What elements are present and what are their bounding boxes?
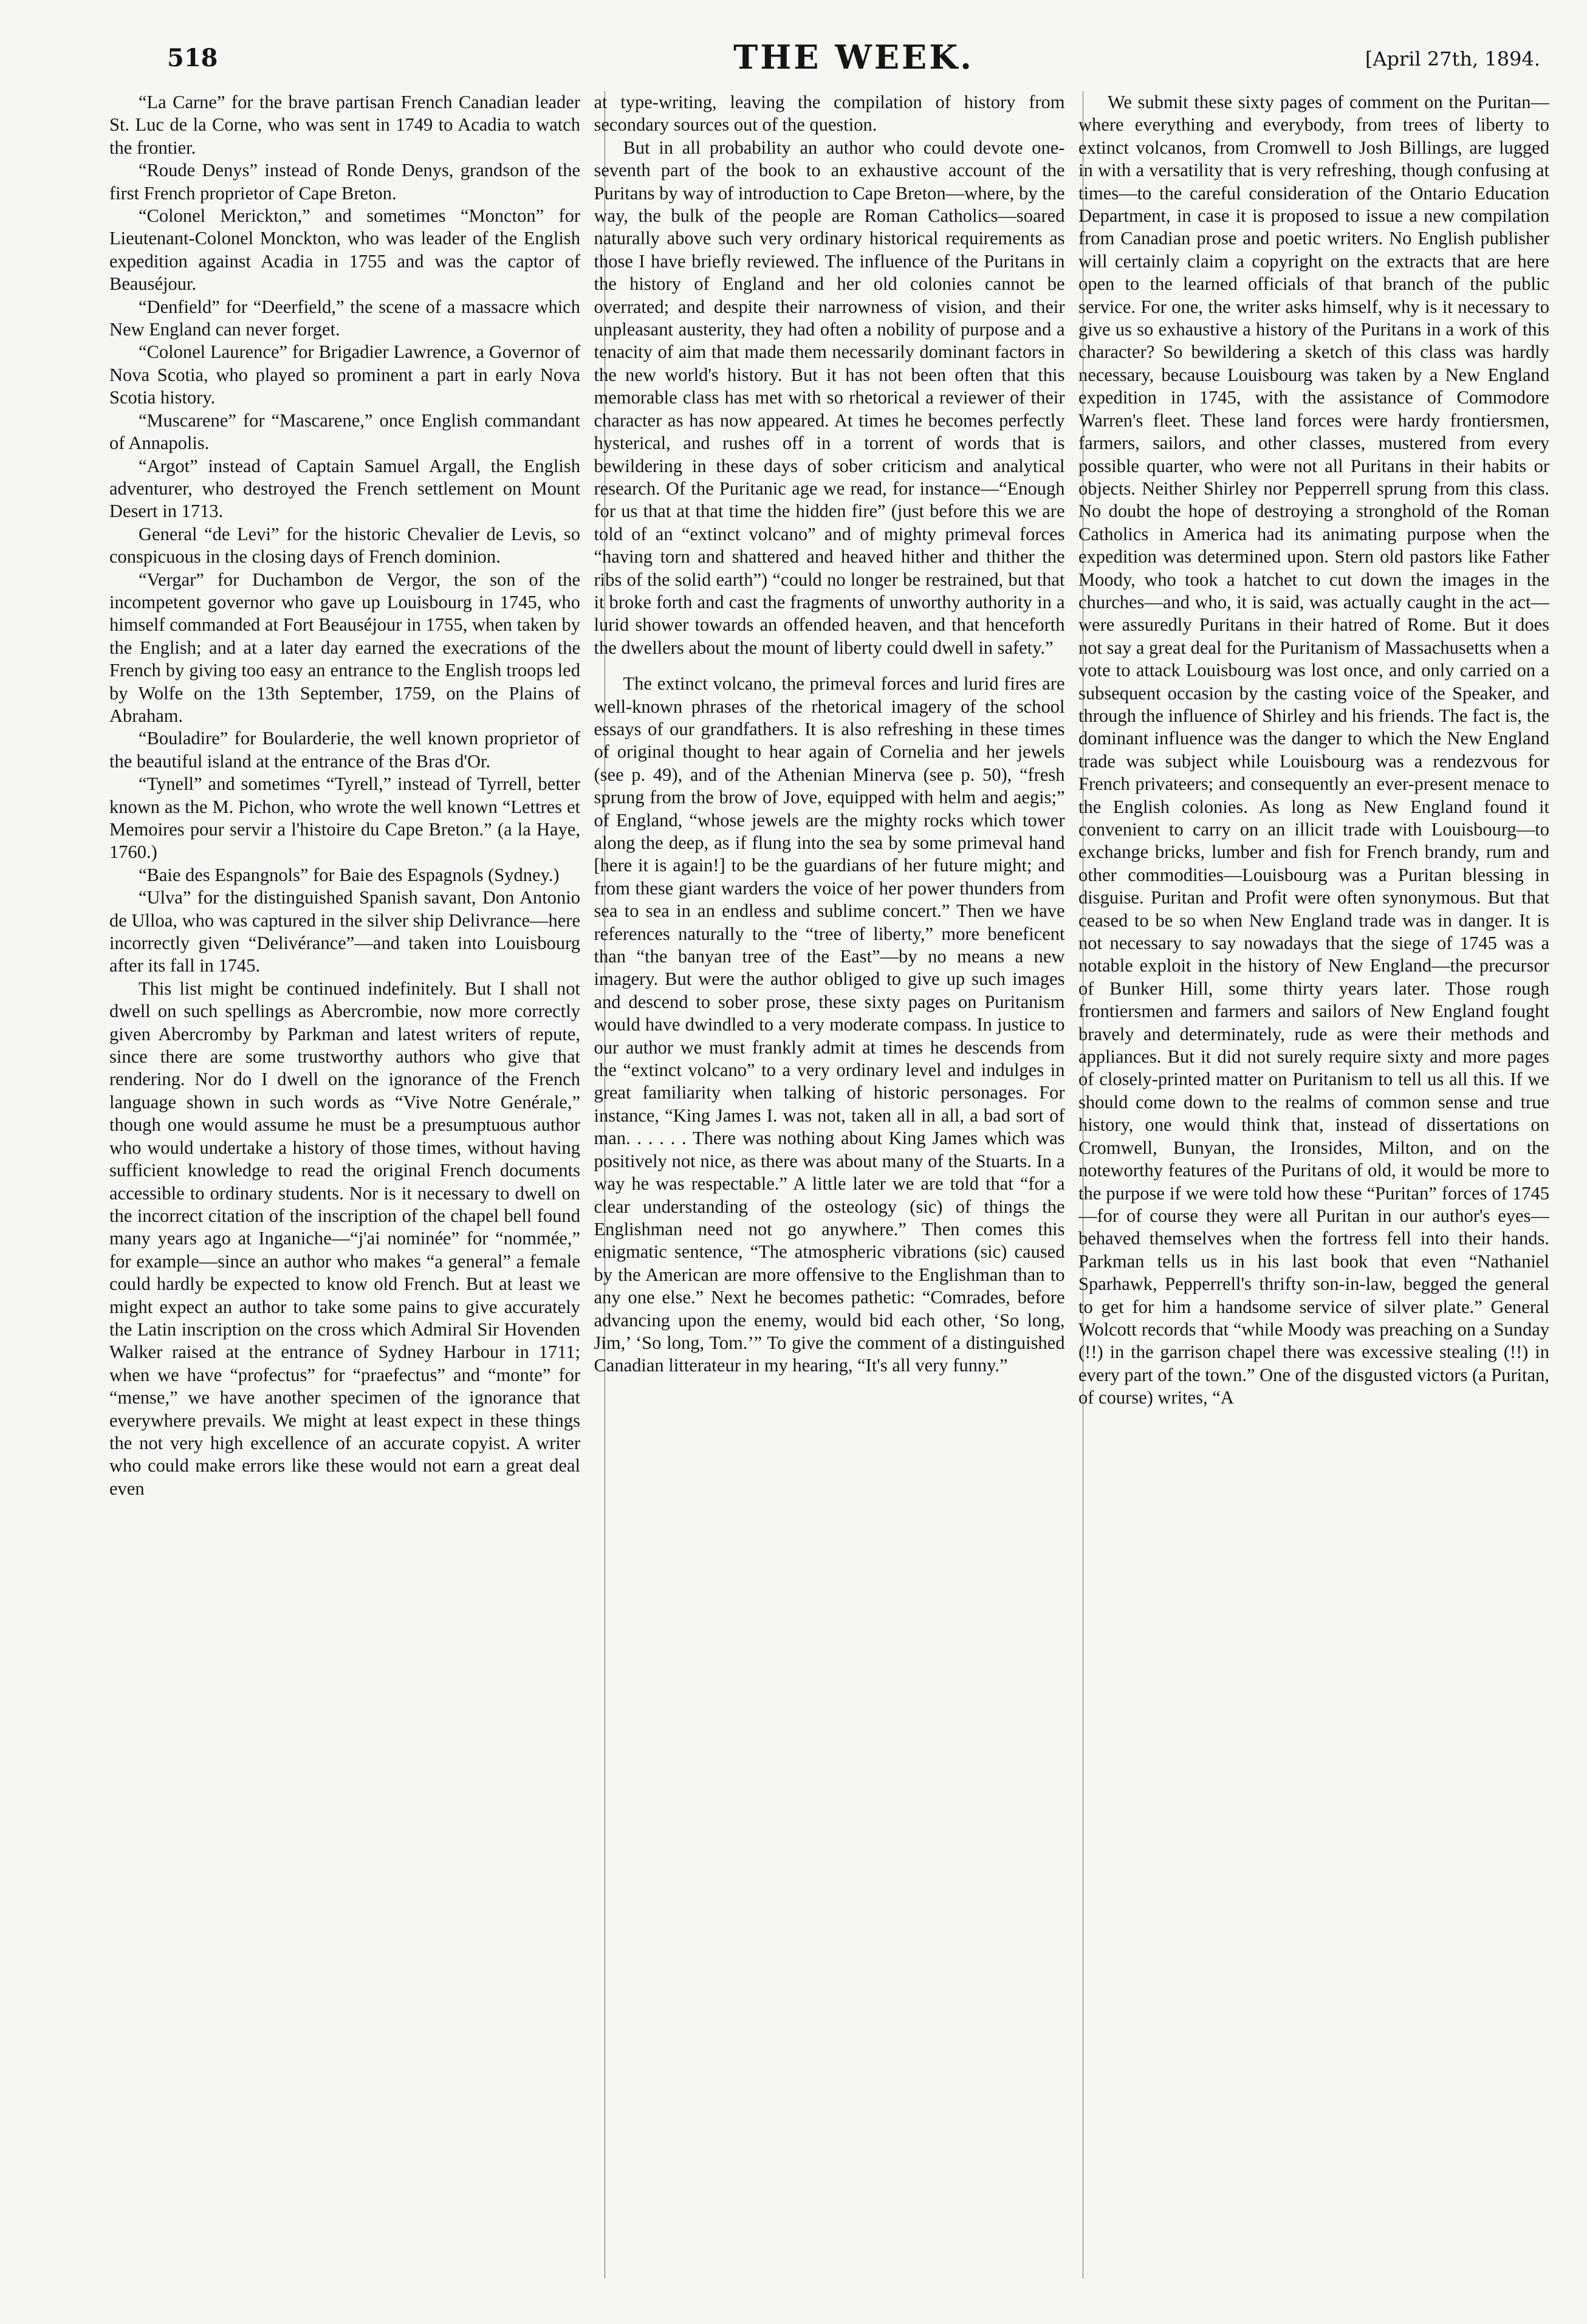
page-header	[167, 38, 1540, 80]
paragraph: “Roude Denys” instead of Ronde Denys, grandson of the first French proprietor of Cape Breton.	[109, 160, 580, 204]
paragraph: “Denfield” for “Deerfield,” the scene of a massacre which New England can never forget.	[109, 296, 580, 340]
text-column-1	[109, 91, 580, 2291]
page-number: 518	[167, 44, 218, 72]
paragraph: But in all probability an author who could devote one-seventh part of the book to an exhaustive account of the Puritans by way of introduction to Cape Breton—where, by the way, the bulk of the people are Roman Catholics—soared naturally above such very ordinary historical requirements as those I have briefly reviewed. The influence of the Puritans in the history of England and her old colonies cannot be overrated; and despite their narrowness of vision, and their unpleasant austerity, they had often a nobility of purpose and a tenacity of aim that made them necessarily dominant factors in the new world's history. But it has not been often that this memorable class has met with so rhetorical a reviewer of their character as has now appeared. At times he becomes perfectly hysterical, and rushes off in a torrent of words that is bewildering in these days of sober criticism and analytical research. Of the Puritanic age we read, for instance—“Enough for us that at that time the hidden fire” (just before this we are told of an “extinct volcano” and of mighty primeval forces “having torn and shattered and heaved hither and thither the ribs of the solid earth”) “could no longer be restrained, but that it broke forth and cast the fragments of unworthy authority in a lurid shower towards an offended heaven, and that henceforth the dwellers about the mount of liberty could dwell in safety.”	[594, 137, 1065, 658]
article-columns	[109, 91, 1549, 2291]
paragraph: “Argot” instead of Captain Samuel Argall, the English adventurer, who destroyed the French settlement on Mount Desert in 1713.	[109, 455, 580, 522]
paragraph: “Colonel Laurence” for Brigadier Lawrence, a Governor of Nova Scotia, who played so prominent a part in early Nova Scotia history.	[109, 341, 580, 408]
paragraph: “Bouladire” for Boularderie, the well known proprietor of the beautiful island at the entrance of the Bras d'Or.	[109, 728, 580, 772]
paragraph: We submit these sixty pages of comment on the Puritan—where everything and everybody, from trees of liberty to extinct volcanos, from Cromwell to Josh Billings, are lugged in with a versatility that is very refreshing, though confusing at times—to the careful consideration of the Ontario Education Department, in case it is proposed to issue a new compilation from Canadian prose and poetic writers. No English publisher will certainly claim a copyright on the extracts that are here open to the learned officials of that branch of the public service. For one, the writer asks himself, why is it necessary to give us so exhaustive a history of the Puritans in a work of this character? So bewildering a sketch of this class was hardly necessary, because Louisbourg was taken by a New England expedition in 1745, with the assistance of Commodore Warren's fleet. These land forces were hardy frontiersmen, farmers, sailors, and other classes, mustered from every possible quarter, who were not all Puritans in their habits or objects. Neither Shirley nor Pepperrell sprung from this class. No doubt the hope of destroying a stronghold of the Roman Catholics in America had its animating purpose when the expedition was determined upon. Stern old pastors like Father Moody, who took a hatchet to cut down the images in the churches—and who, it is said, was actually caught in the act—were assuredly Puritans in their hatred of Rome. But it does not say a great deal for the Puritanism of Massachusetts when a vote to attack Louisbourg was lost once, and only carried on a subsequent occasion by the casting voice of the Speaker, and through the influence of Shirley and his friends. The fact is, the dominant influence was the danger to which the New England trade was subject while Louisbourg was a rendezvous for French privateers; and consequently an ever-present menace to the English colonies. As long as New England found it convenient to carry on an illicit trade with Louisbourg—to exchange bricks, lumber and fish for French brandy, rum and other commodities—Louisbourg was a Puritan blessing in disguise. Puritan and Profit were often synonymous. But that ceased to be so when New England trade was in danger. It is not necessary to say nowadays that the siege of 1745 was a notable exploit in the history of New England—the precursor of Bunker Hill, some thirty years later. Those rough frontiersmen and farmers and sailors of New England fought bravely and determinately, rude as were their methods and appliances. But it did not surely require sixty and more pages of closely-printed matter on Puritanism to tell us all this. If we should come down to the realms of common sense and true history, one would think that, instead of dissertations on Cromwell, Bunyan, the Ironsides, Milton, and on the noteworthy features of the Puritans of old, it would be more to the purpose if we were told how these “Puritan” forces of 1745—for of course they were all Puritan in our author's eyes—behaved themselves when the fortress fell into their hands. Parkman tells us in his last book that even “Nathaniel Sparhawk, Pepperrell's thrifty son-in-law, begged the general to get for him a handsome service of silver plate.” General Wolcott records that “while Moody was preaching on a Sunday (!!) in the garrison chapel there was excessive stealing (!!) in every part of the town.” One of the disgusted victors (a Puritan, of course) writes, “A	[1078, 92, 1549, 1408]
paragraph: General “de Levi” for the historic Chevalier de Levis, so conspicuous in the closing days of French dominion.	[109, 523, 580, 567]
masthead-title: THE WEEK.	[733, 38, 974, 77]
paragraph: “Vergar” for Duchambon de Vergor, the son of the incompetent governor who gave up Louisbourg in 1745, who himself commanded at Fort Beauséjour in 1755, when taken by the English; and at a later day earned the execrations of the French by giving too easy an entrance to the English troops led by Wolfe on the 13th September, 1759, on the Plains of Abraham.	[109, 569, 580, 726]
paragraph: “Muscarene” for “Mascarene,” once English commandant of Annapolis.	[109, 410, 580, 454]
issue-date: [April 27th, 1894.	[1365, 47, 1540, 70]
paragraph: at type-writing, leaving the compilation of history from secondary sources out of the question.	[594, 92, 1065, 135]
text-column-2	[594, 91, 1065, 2291]
paragraph: “Colonel Merickton,” and sometimes “Moncton” for Lieutenant-Colonel Monckton, who was leader of the English expedition against Acadia in 1755 and was the captor of Beauséjour.	[109, 205, 580, 295]
paragraph: “Baie des Espangnols” for Baie des Espagnols (Sydney.)	[139, 864, 560, 885]
paragraph: This list might be continued indefinitely. But I shall not dwell on such spellings as Abercrombie, now more correctly given Abercromby by Parkman and latest writers of repute, since there are some trustworthy authors who give that rendering. Nor do I dwell on the ignorance of the French language shown in such words as “Vive Notre Genérale,” though one would assume he must be a presumptuous author who would undertake a history of those times, without having sufficient knowledge to read the original French documents accessible to ordinary students. Nor is it necessary to dwell on the incorrect citation of the inscription of the chapel bell found many years ago at Inganiche—“j'ai nominée” for “nommée,” for example—since an author who makes “a general” a female could hardly be expected to know old French. But at least we might expect an author to take some pains to give accurately the Latin inscription on the cross which Admiral Sir Hovenden Walker raised at the entrance of Sydney Harbour in 1711; when we have “profectus” for “praefectus” and “monte” for “mense,” we have another specimen of the ignorance that everywhere prevails. We might at least expect in these things the not very high excellence of an accurate copyist. A writer who could make errors like these would not earn a great deal even	[109, 978, 580, 1499]
paragraph: “La Carne” for the brave partisan French Canadian leader St. Luc de la Corne, who was sent in 1749 to Acadia to watch the frontier.	[109, 92, 580, 158]
text-column-3	[1078, 91, 1549, 2291]
paragraph: “Ulva” for the distinguished Spanish savant, Don Antonio de Ulloa, who was captured in the silver ship Delivrance—here incorrectly given “Delivérance”—and taken into Louisbourg after its fall in 1745.	[109, 887, 580, 976]
paragraph: The extinct volcano, the primeval forces and lurid fires are well-known phrases of the rhetorical imagery of the school essays of our grandfathers. It is also refreshing in these times of original thought to hear again of Cornelia and her jewels (see p. 49), and of the Athenian Minerva (see p. 50), “fresh sprung from the brow of Jove, equipped with helm and aegis;” of England, “whose jewels are the mighty rocks which tower along the deep, as if flung into the sea by some primeval hand [here it is again!] to be the guardians of her future might; and from these giant warders the voice of her power thunders from sea to sea in an endless and sublime concert.” Then we have references naturally to the “tree of liberty,” more beneficent than “the banyan tree of the East”—by no means a new imagery. But were the author obliged to give up such images and descend to sober prose, these sixty pages on Puritanism would have dwindled to a very moderate compass. In justice to our author we must frankly admit at times he descends from the “extinct volcano” to a very ordinary level and indulges in great familiarity when talking of historic personages. For instance, “King James I. was not, taken all in all, a bad sort of man. . . . . . There was nothing about King James which was positively not nice, as there was about many of the Stuarts. In a way he was respectable.” A little later we are told that “for a clear understanding of the osteology (sic) of things the Englishman need not go anywhere.” Then comes this enigmatic sentence, “The atmospheric vibrations (sic) caused by the American are more offensive to the Englishman than to any one else.” Next he becomes pathetic: “Comrades, before advancing upon the enemy, would bid each other, ‘So long, Jim,’ ‘So long, Tom.’” To give the comment of a distinguished Canadian litterateur in my hearing, “It's all very funny.”	[594, 673, 1065, 1376]
paragraph: “Tynell” and sometimes “Tyrell,” instead of Tyrrell, better known as the M. Pichon, who wrote the well known “Lettres et Memoires pour servir a l'histoire du Cape Breton.” (a la Haye, 1760.)	[109, 773, 580, 863]
